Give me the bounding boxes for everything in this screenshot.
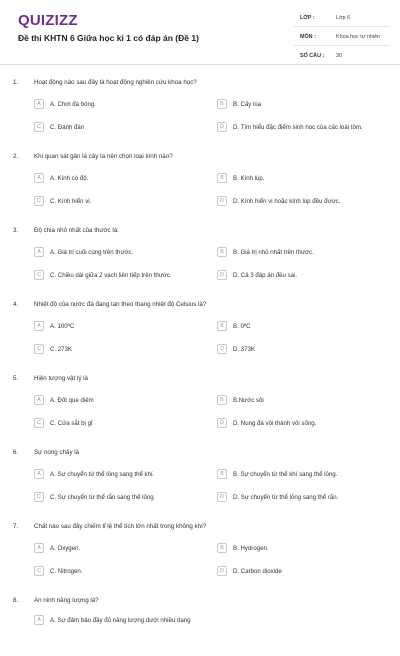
option-c[interactable]	[34, 119, 84, 135]
option-text: A. Sự chuyển từ thể lỏng sang thể khí.	[50, 470, 155, 478]
meta-value: Khoa học tự nhiên	[336, 34, 381, 40]
option-text: B. Hydrogen.	[233, 544, 269, 552]
option-letter: A	[34, 321, 44, 331]
option-b[interactable]	[217, 170, 265, 186]
option-d[interactable]	[217, 193, 340, 209]
question-7	[0, 508, 400, 582]
option-text: D. Kính hiển vi hoặc kính lúp đều được.	[233, 197, 341, 205]
question-number: 3.	[13, 227, 19, 234]
option-d[interactable]	[217, 341, 255, 357]
option-b[interactable]	[217, 96, 261, 112]
option-c[interactable]	[34, 267, 172, 283]
option-text: B. Kính lúp.	[233, 174, 265, 182]
question-text: An ninh năng lượng là?	[34, 597, 99, 604]
option-c[interactable]	[34, 563, 83, 579]
option-text: D. Carbon dioxide	[233, 567, 282, 575]
option-letter: B	[217, 247, 227, 257]
question-number: 6.	[13, 449, 19, 456]
option-letter: B	[217, 469, 227, 479]
option-b[interactable]	[217, 244, 314, 260]
question-number: 8.	[13, 597, 19, 604]
option-text: A. Giá trị cuối cùng trên thước.	[50, 248, 134, 256]
meta-key: MÔN :	[300, 34, 316, 40]
option-text: B. Sự chuyển từ thể khí sang thể lỏng.	[233, 470, 338, 478]
option-b[interactable]	[217, 392, 264, 408]
option-text: C. Cửa sắt bị gỉ	[50, 419, 93, 427]
option-letter: A	[34, 395, 44, 405]
question-text: Sự nóng chảy là	[34, 449, 80, 456]
option-letter: C	[34, 122, 44, 132]
option-b[interactable]	[217, 466, 337, 482]
question-1	[0, 64, 400, 138]
option-text: D. Tìm hiểu đặc điểm sinh học của các loài tôm.	[233, 123, 363, 131]
question-text: Độ chia nhỏ nhất của thước là:	[34, 227, 119, 234]
option-text: A. Đốt que diêm	[50, 396, 94, 404]
option-letter: B	[217, 99, 227, 109]
option-text: C. Nitrogen.	[50, 567, 83, 575]
question-text: Hoạt động nào sau đây là hoạt động nghiên cứu khoa học?	[34, 79, 197, 86]
question-text: Nhiệt độ của nước đá đang tan theo thang nhiệt độ Celsius là?	[34, 301, 207, 308]
question-number: 5.	[13, 375, 19, 382]
option-text: C. Chiều dài giữa 2 vạch liên tiếp trên thước.	[50, 271, 172, 279]
option-text: B. 0ºC	[233, 322, 251, 330]
question-list	[0, 64, 400, 656]
option-text: B. Giá trị nhỏ nhất trên thước.	[233, 248, 314, 256]
option-a[interactable]	[34, 466, 154, 482]
option-a[interactable]	[34, 318, 74, 334]
meta-key: LỚP :	[300, 15, 315, 21]
meta-row-subject	[294, 31, 390, 46]
option-letter: D	[217, 566, 227, 576]
question-text: Hiện tượng vật lý là	[34, 375, 88, 382]
option-letter: D	[217, 344, 227, 354]
meta-row-class	[294, 12, 390, 27]
option-a[interactable]	[34, 96, 96, 112]
option-text: A. Sự đảm bảo đầy đủ năng lượng dưới nhiều dạng	[50, 616, 191, 624]
option-letter: C	[34, 492, 44, 502]
option-letter: C	[34, 196, 44, 206]
question-text: Khi quan sát gân lá cây ta nên chọn loại kính nào?	[34, 153, 173, 160]
option-letter: C	[34, 566, 44, 576]
page-title: Đề thi KHTN 6 Giữa học kì 1 có đáp án (Đề 1)	[18, 33, 199, 43]
meta-value: 30	[336, 53, 342, 59]
option-letter: A	[34, 543, 44, 553]
option-text: D. Sự chuyển từ thể lỏng sang thể rắn.	[233, 493, 339, 501]
option-letter: B	[217, 321, 227, 331]
option-letter: D	[217, 270, 227, 280]
question-3	[0, 212, 400, 286]
option-text: A. Chơi đá bóng.	[50, 100, 97, 108]
worksheet-meta	[294, 12, 390, 69]
option-c[interactable]	[34, 489, 155, 505]
question-number: 7.	[13, 523, 19, 530]
option-letter: D	[217, 418, 227, 428]
option-text: C. Đánh đàn	[50, 123, 85, 131]
option-text: A. 100ºC	[50, 322, 75, 330]
question-5	[0, 360, 400, 434]
option-d[interactable]	[217, 563, 282, 579]
option-b[interactable]	[217, 318, 250, 334]
question-number: 1.	[13, 79, 19, 86]
option-text: D. 373K	[233, 345, 256, 353]
option-letter: B	[217, 543, 227, 553]
option-c[interactable]	[34, 341, 72, 357]
option-c[interactable]	[34, 415, 92, 431]
option-a[interactable]	[34, 170, 88, 186]
option-letter: A	[34, 615, 44, 625]
option-letter: C	[34, 418, 44, 428]
option-text: D. Cả 3 đáp án đều sai.	[233, 271, 298, 279]
option-c[interactable]	[34, 193, 91, 209]
option-a[interactable]	[34, 244, 133, 260]
option-text: C. Sự chuyển từ thể rắn sang thể lỏng.	[50, 493, 156, 501]
worksheet-header	[0, 0, 400, 64]
option-letter: A	[34, 469, 44, 479]
option-letter: C	[34, 270, 44, 280]
option-letter: B	[217, 173, 227, 183]
option-text: B. Cấy lúa	[233, 100, 262, 108]
option-letter: D	[217, 122, 227, 132]
option-a[interactable]	[34, 392, 94, 408]
question-4	[0, 286, 400, 360]
option-d[interactable]	[217, 415, 316, 431]
option-d[interactable]	[217, 119, 363, 135]
option-letter: B	[217, 395, 227, 405]
question-number: 4.	[13, 301, 19, 308]
option-text: A. Kính có độ.	[50, 174, 89, 182]
option-text: B.Nước sôi	[233, 396, 264, 404]
quizizz-logo: QUIZIZZ	[18, 12, 78, 29]
question-number: 2.	[13, 153, 19, 160]
meta-row-count	[294, 50, 390, 65]
question-6	[0, 434, 400, 508]
option-text: D. Nung đá vôi thành vôi sống.	[233, 419, 317, 427]
option-letter: A	[34, 173, 44, 183]
option-d[interactable]	[217, 267, 297, 283]
meta-key: SỐ CÂU :	[300, 53, 325, 59]
option-letter: A	[34, 247, 44, 257]
option-letter: D	[217, 492, 227, 502]
option-d[interactable]	[217, 489, 338, 505]
option-letter: C	[34, 344, 44, 354]
question-8	[0, 582, 400, 656]
option-text: C. Kính hiển vi.	[50, 197, 92, 205]
option-letter: D	[217, 196, 227, 206]
option-a[interactable]	[34, 540, 80, 556]
meta-value: Lớp 6	[336, 15, 351, 21]
option-text: A. Oxygen.	[50, 544, 81, 552]
option-letter: A	[34, 99, 44, 109]
option-text: C. 273K	[50, 345, 73, 353]
option-b[interactable]	[217, 540, 269, 556]
option-a[interactable]	[34, 612, 191, 628]
question-2	[0, 138, 400, 212]
question-text: Chất nào sau đây chiếm tỉ lệ thể tích lớn nhất trong không khí?	[34, 523, 207, 530]
